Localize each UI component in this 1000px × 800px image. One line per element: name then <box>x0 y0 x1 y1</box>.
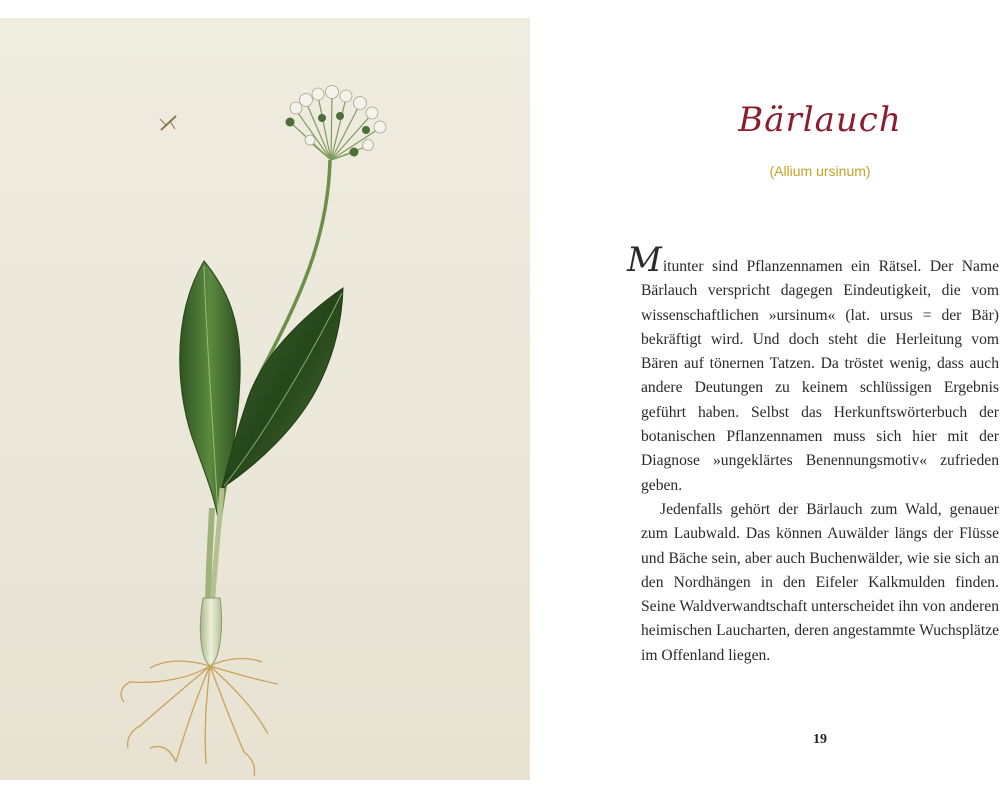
wild-garlic-drawing <box>0 18 530 780</box>
right-leaf <box>222 288 343 488</box>
drop-cap: M <box>627 240 662 280</box>
flower-umbel <box>286 86 387 161</box>
insect-mark <box>160 116 176 130</box>
body-text <box>627 240 999 668</box>
paragraph-1 <box>627 240 999 498</box>
roots <box>121 659 278 776</box>
botanical-illustration <box>0 18 530 780</box>
paragraph-2: Jedenfalls gehört der Bärlauch zum Wald, genauer zum Laubwald. Das können Auwälder längs der Flüsse und Bäche sein, aber auch Buchenwälder, wie sie sich an den Nordhängen in den Eifeler Kalkmulden finden. Seine Waldverwandtschaft unterscheidet ihn von anderen heimischen Laucharten, deren angestammte Wuchsplätze im Offenland liegen. <box>641 500 999 664</box>
latin-name: (Allium ursinum) <box>769 163 871 179</box>
bulb <box>200 598 221 666</box>
page-title: Bärlauch <box>738 100 902 140</box>
page-number: 19 <box>813 732 827 747</box>
paragraph-1-text: itunter sind Pflanzennamen ein Rätsel. Der Name Bärlauch verspricht dagegen Eindeutigkeit, die vom wissenschaftlichen »ursinum« (lat. ursus = der Bär) bekräftigt wird. Und doch steht die Herleitung vom Bären auf tönernen Tatzen. Da tröstet wenig, dass auch andere Deutungen zu keinem schlüssigen Ergebnis geführt haben. Selbst das Herkunftswörterbuch der botanischen Pflanzennamen muss sich hier mit der Diagnose »ungeklärtes Benennungsmotiv« zufrieden geben. <box>641 258 999 494</box>
